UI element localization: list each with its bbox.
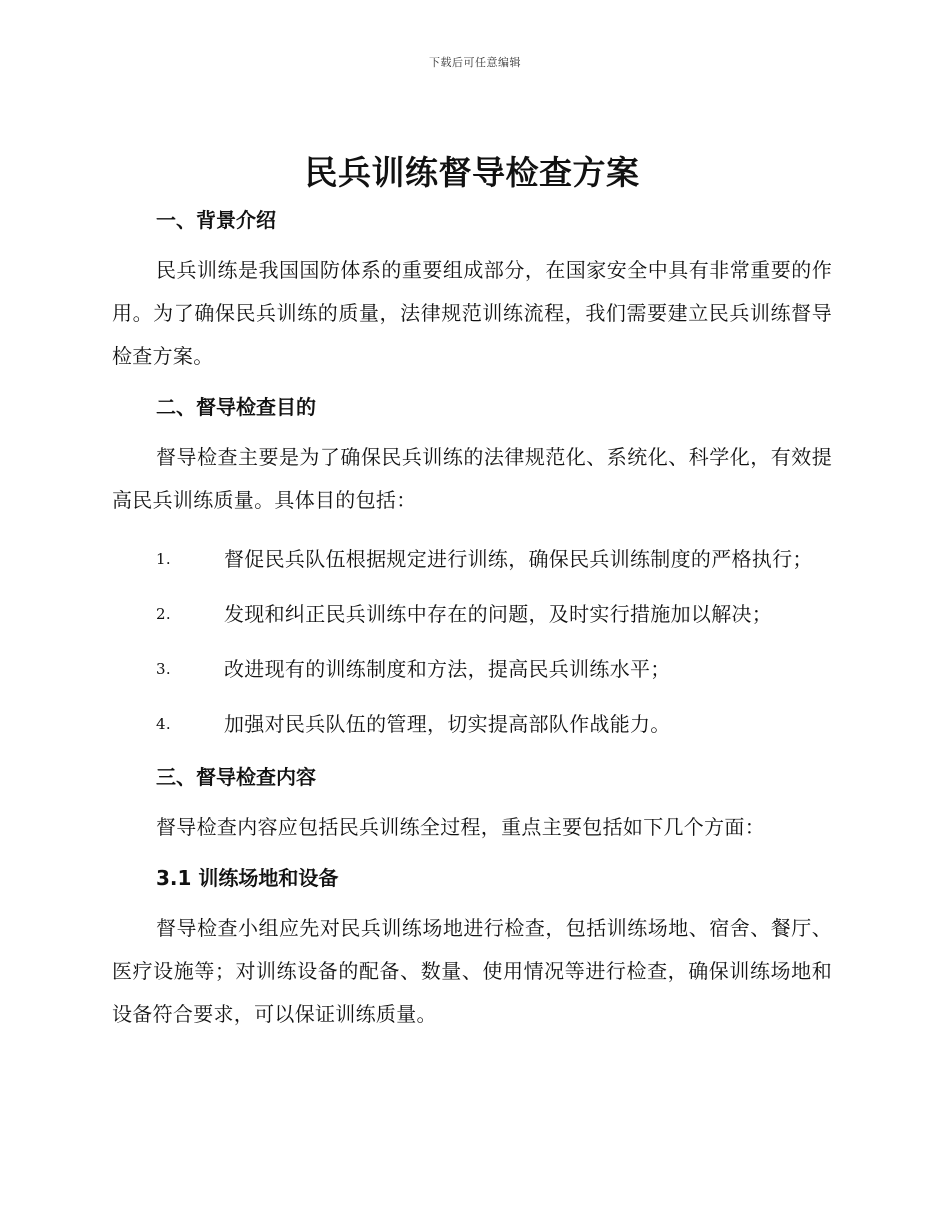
list-item-text: 发现和纠正民兵训练中存在的问题，及时实行措施加以解决； xyxy=(224,602,773,626)
list-item-number: 3. xyxy=(156,660,171,678)
section-heading-content: 三、督导检查内容 xyxy=(156,765,316,789)
list-item xyxy=(112,703,832,746)
section-paragraph-content: 督导检查内容应包括民兵训练全过程，重点主要包括如下几个方面： xyxy=(156,815,765,839)
list-item-number: 2. xyxy=(156,605,171,623)
document-body xyxy=(112,145,832,1036)
section-paragraph-background: 民兵训练是我国国防体系的重要组成部分，在国家安全中具有非常重要的作用。为了确保民兵训练的质量，法律规范训练流程，我们需要建立民兵训练督导检查方案。 xyxy=(112,258,832,368)
section-heading-background: 一、背景介绍 xyxy=(156,208,276,232)
list-item xyxy=(112,538,832,581)
subsection-paragraph-facilities: 督导检查小组应先对民兵训练场地进行检查，包括训练场地、宿舍、餐厅、医疗设施等；对训练设备的配备、数量、使用情况等进行检查，确保训练场地和设备符合要求，可以保证训练质量。 xyxy=(112,916,832,1026)
list-item xyxy=(112,648,832,691)
list-item-text: 督促民兵队伍根据规定进行训练，确保民兵训练制度的严格执行； xyxy=(224,547,813,571)
section-heading-purpose: 二、督导检查目的 xyxy=(156,395,316,419)
list-item-text: 改进现有的训练制度和方法，提高民兵训练水平； xyxy=(224,657,671,681)
page-header: 下载后可任意编辑 xyxy=(429,56,521,69)
list-item-text: 加强对民兵队伍的管理，切实提高部队作战能力。 xyxy=(224,712,671,736)
list-item-number: 1. xyxy=(156,550,171,568)
list-item-number: 4. xyxy=(156,715,171,733)
document-title: 民兵训练督导检查方案 xyxy=(304,153,640,192)
list-item xyxy=(112,593,832,636)
subsection-heading-facilities: 3.1 训练场地和设备 xyxy=(156,866,339,890)
section-paragraph-purpose: 督导检查主要是为了确保民兵训练的法律规范化、系统化、科学化，有效提高民兵训练质量。具体目的包括： xyxy=(112,445,832,512)
